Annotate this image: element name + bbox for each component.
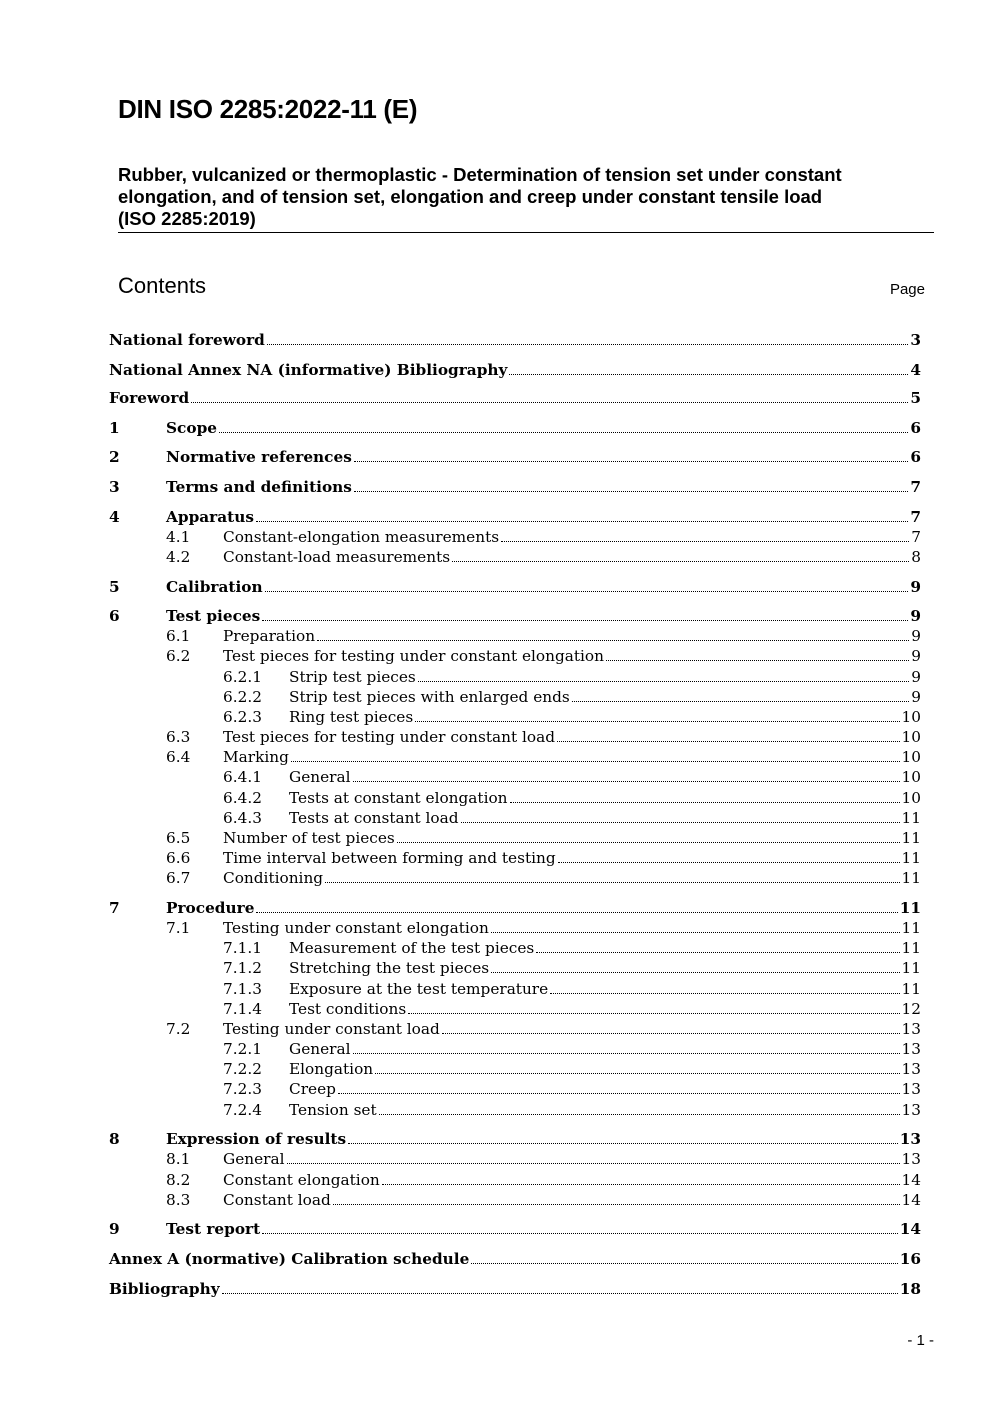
toc-entry-number: 4.1 xyxy=(166,528,191,546)
toc-dot-leader xyxy=(191,402,908,403)
toc-entry-title: General xyxy=(289,768,351,786)
toc-entry-title: Test conditions xyxy=(289,1000,407,1018)
toc-entry[interactable] xyxy=(0,477,992,497)
toc-dot-leader xyxy=(325,882,899,883)
toc-entry-title: General xyxy=(223,1150,285,1168)
toc-dot-leader xyxy=(256,521,908,522)
toc-dot-leader xyxy=(353,1053,900,1054)
toc-entry-page: 6 xyxy=(910,419,921,437)
toc-entry-title: Testing under constant elongation xyxy=(223,919,489,937)
toc-dot-leader xyxy=(267,344,908,345)
toc-entry-number: 7.1.3 xyxy=(223,980,262,998)
toc-entry[interactable] xyxy=(0,507,992,527)
toc-entry-title: Constant-elongation measurements xyxy=(223,528,500,546)
toc-entry-page: 9 xyxy=(911,668,921,686)
toc-entry-title: Test report xyxy=(166,1220,261,1238)
toc-entry[interactable] xyxy=(0,979,992,999)
toc-entry-title: Terms and definitions xyxy=(166,478,352,496)
toc-entry-number: 6.4 xyxy=(166,748,191,766)
toc-entry[interactable] xyxy=(0,1039,992,1059)
toc-entry[interactable] xyxy=(0,938,992,958)
toc-entry-title: Annex A (normative) Calibration schedule xyxy=(109,1250,470,1268)
toc-dot-leader xyxy=(418,681,910,682)
toc-entry-number: 6.3 xyxy=(166,728,191,746)
toc-entry-number: 6.2.3 xyxy=(223,708,262,726)
toc-entry[interactable] xyxy=(0,747,992,767)
toc-entry[interactable] xyxy=(0,388,992,408)
toc-dot-leader xyxy=(415,721,899,722)
toc-entry-title: Test pieces for testing under constant elongation xyxy=(223,647,604,665)
toc-entry-title: Normative references xyxy=(166,448,352,466)
toc-entry-page: 18 xyxy=(899,1280,921,1298)
toc-entry-page: 10 xyxy=(901,768,921,786)
toc-entry-title: Conditioning xyxy=(223,869,324,887)
toc-entry-page: 13 xyxy=(901,1080,921,1098)
toc-entry-number: 6.2.2 xyxy=(223,688,262,706)
toc-dot-leader xyxy=(461,822,900,823)
toc-entry-number: 6.1 xyxy=(166,627,191,645)
toc-entry[interactable] xyxy=(0,687,992,707)
toc-entry[interactable] xyxy=(0,360,992,380)
toc-entry-title: Measurement of the test pieces xyxy=(289,939,535,957)
toc-entry-page: 11 xyxy=(901,939,921,957)
toc-entry-title: Exposure at the test temperature xyxy=(289,980,549,998)
toc-dot-leader xyxy=(501,541,909,542)
toc-entry[interactable] xyxy=(0,918,992,938)
toc-entry[interactable] xyxy=(0,626,992,646)
toc-entry-title: Tests at constant elongation xyxy=(289,789,508,807)
toc-entry-page: 13 xyxy=(899,1130,921,1148)
toc-dot-leader xyxy=(256,912,897,913)
toc-entry-number: 6.5 xyxy=(166,829,191,847)
toc-entry-title: Elongation xyxy=(289,1060,374,1078)
toc-entry-title: Foreword xyxy=(109,389,190,407)
toc-dot-leader xyxy=(348,1143,898,1144)
toc-entry-page: 9 xyxy=(911,647,921,665)
toc-entry-page: 16 xyxy=(899,1250,921,1268)
toc-entry-page: 5 xyxy=(910,389,921,407)
toc-entry[interactable] xyxy=(0,1149,992,1169)
toc-entry-title: National Annex NA (informative) Bibliography xyxy=(109,361,508,379)
toc-entry-title: National foreword xyxy=(109,331,265,349)
toc-entry[interactable] xyxy=(0,999,992,1019)
toc-entry[interactable] xyxy=(0,418,992,438)
page-column-label: Page xyxy=(889,281,925,298)
toc-entry[interactable] xyxy=(0,848,992,868)
toc-entry[interactable] xyxy=(0,330,992,350)
toc-entry[interactable] xyxy=(0,606,992,626)
toc-dot-leader xyxy=(550,993,899,994)
toc-entry-page: 11 xyxy=(899,899,921,917)
toc-entry-title: Stretching the test pieces xyxy=(289,959,490,977)
toc-entry-page: 3 xyxy=(910,331,921,349)
toc-dot-leader xyxy=(536,952,899,953)
toc-dot-leader xyxy=(442,1033,900,1034)
toc-dot-leader xyxy=(317,640,909,641)
toc-dot-leader xyxy=(262,620,908,621)
toc-dot-leader xyxy=(262,1233,898,1234)
toc-entry[interactable] xyxy=(0,767,992,787)
toc-dot-leader xyxy=(557,741,900,742)
toc-entry-page: 7 xyxy=(910,508,921,526)
toc-entry-title: Preparation xyxy=(223,627,316,645)
toc-entry-title: Strip test pieces with enlarged ends xyxy=(289,688,570,706)
toc-dot-leader xyxy=(452,561,909,562)
toc-entry-number: 6.4.2 xyxy=(223,789,262,807)
title-line: elongation, and of tension set, elongation and creep under constant tensile load xyxy=(118,186,823,207)
toc-dot-leader xyxy=(287,1163,900,1164)
toc-entry-number: 8 xyxy=(109,1130,120,1148)
toc-dot-leader xyxy=(397,842,900,843)
toc-entry-number: 4 xyxy=(109,508,120,526)
page-number: - 1 - xyxy=(907,1332,934,1349)
toc-entry-page: 10 xyxy=(901,708,921,726)
toc-entry-page: 13 xyxy=(901,1040,921,1058)
toc-entry-page: 14 xyxy=(901,1191,921,1209)
toc-dot-leader xyxy=(375,1073,899,1074)
toc-entry-number: 3 xyxy=(109,478,120,496)
toc-entry-number: 7.1 xyxy=(166,919,191,937)
toc-entry-page: 10 xyxy=(901,748,921,766)
toc-entry-page: 7 xyxy=(911,528,921,546)
toc-dot-leader xyxy=(471,1263,897,1264)
toc-entry[interactable] xyxy=(0,727,992,747)
toc-dot-leader xyxy=(408,1013,899,1014)
toc-entry[interactable] xyxy=(0,1100,992,1120)
toc-entry[interactable] xyxy=(0,1129,992,1149)
toc-entry[interactable] xyxy=(0,1249,992,1269)
toc-entry-title: Bibliography xyxy=(109,1280,220,1298)
toc-entry-number: 7.1.2 xyxy=(223,959,262,977)
toc-entry[interactable] xyxy=(0,707,992,727)
toc-entry-title: Number of test pieces xyxy=(223,829,395,847)
toc-dot-leader xyxy=(219,432,908,433)
toc-entry-page: 8 xyxy=(911,548,921,566)
toc-entry[interactable] xyxy=(0,577,992,597)
toc-dot-leader xyxy=(379,1114,900,1115)
toc-entry[interactable] xyxy=(0,958,992,978)
toc-entry-title: Marking xyxy=(223,748,289,766)
toc-entry-page: 14 xyxy=(899,1220,921,1238)
toc-dot-leader xyxy=(353,781,900,782)
toc-entry-title: Apparatus xyxy=(166,508,254,526)
toc-entry-number: 7.2.4 xyxy=(223,1101,262,1119)
toc-entry-number: 5 xyxy=(109,578,120,596)
toc-entry-title: Testing under constant load xyxy=(223,1020,440,1038)
toc-entry-number: 6.2.1 xyxy=(223,668,262,686)
toc-entry-title: Strip test pieces xyxy=(289,668,416,686)
toc-entry-number: 7.2.1 xyxy=(223,1040,262,1058)
toc-entry-page: 13 xyxy=(901,1150,921,1168)
toc-dot-leader xyxy=(491,932,900,933)
toc-entry-page: 10 xyxy=(901,789,921,807)
toc-entry-title: Tests at constant load xyxy=(289,809,459,827)
toc-entry-page: 12 xyxy=(901,1000,921,1018)
toc-entry-number: 6.4.3 xyxy=(223,809,262,827)
toc-entry[interactable] xyxy=(0,898,992,918)
toc-entry-number: 1 xyxy=(109,419,120,437)
toc-entry-page: 13 xyxy=(901,1020,921,1038)
toc-entry[interactable] xyxy=(0,1279,992,1299)
toc-dot-leader xyxy=(291,761,900,762)
toc-entry[interactable] xyxy=(0,1219,992,1239)
toc-entry[interactable] xyxy=(0,1019,992,1039)
toc-entry[interactable] xyxy=(0,447,992,467)
toc-dot-leader xyxy=(558,862,900,863)
toc-entry-page: 11 xyxy=(901,829,921,847)
toc-entry-title: Scope xyxy=(166,419,217,437)
toc-entry-number: 6.6 xyxy=(166,849,191,867)
toc-entry-page: 7 xyxy=(910,478,921,496)
toc-entry-title: Expression of results xyxy=(166,1130,347,1148)
toc-entry-page: 9 xyxy=(911,688,921,706)
toc-entry[interactable] xyxy=(0,828,992,848)
toc-dot-leader xyxy=(382,1184,900,1185)
toc-entry-page: 11 xyxy=(901,959,921,977)
toc-entry-number: 7 xyxy=(109,899,120,917)
toc-entry-page: 4 xyxy=(910,361,921,379)
toc-dot-leader xyxy=(572,701,910,702)
toc-dot-leader xyxy=(354,491,908,492)
toc-entry-title: Constant elongation xyxy=(223,1171,380,1189)
toc-entry[interactable] xyxy=(0,667,992,687)
toc-entry-page: 11 xyxy=(901,980,921,998)
toc-entry-title: Test pieces xyxy=(166,607,261,625)
toc-entry-number: 6.2 xyxy=(166,647,191,665)
toc-dot-leader xyxy=(509,374,908,375)
toc-entry-page: 9 xyxy=(910,607,921,625)
toc-entry-page: 6 xyxy=(910,448,921,466)
toc-entry[interactable] xyxy=(0,808,992,828)
toc-entry-title: Constant load xyxy=(223,1191,331,1209)
toc-entry-page: 11 xyxy=(901,869,921,887)
toc-dot-leader xyxy=(606,660,909,661)
toc-entry-page: 10 xyxy=(901,728,921,746)
title-line: (ISO 2285:2019) xyxy=(118,208,256,229)
toc-entry-number: 8.2 xyxy=(166,1171,191,1189)
toc-entry-page: 9 xyxy=(910,578,921,596)
toc-entry-page: 13 xyxy=(901,1060,921,1078)
toc-entry-number: 6 xyxy=(109,607,120,625)
toc-dot-leader xyxy=(491,972,899,973)
toc-entry[interactable] xyxy=(0,1059,992,1079)
toc-dot-leader xyxy=(510,802,900,803)
toc-entry-title: Test pieces for testing under constant load xyxy=(223,728,555,746)
toc-entry[interactable] xyxy=(0,547,992,567)
toc-entry-number: 7.2 xyxy=(166,1020,191,1038)
toc-entry-page: 13 xyxy=(901,1101,921,1119)
toc-entry-number: 6.4.1 xyxy=(223,768,262,786)
toc-entry-number: 6.7 xyxy=(166,869,191,887)
toc-entry[interactable] xyxy=(0,1079,992,1099)
toc-entry-number: 7.1.1 xyxy=(223,939,262,957)
toc-entry-title: Calibration xyxy=(166,578,263,596)
toc-entry-title: Procedure xyxy=(166,899,255,917)
toc-entry[interactable] xyxy=(0,646,992,666)
toc-entry[interactable] xyxy=(0,788,992,808)
toc-dot-leader xyxy=(222,1293,898,1294)
contents-heading: Contents xyxy=(118,273,207,298)
toc-entry-number: 9 xyxy=(109,1220,120,1238)
toc-entry-number: 2 xyxy=(109,448,120,466)
toc-dot-leader xyxy=(338,1093,900,1094)
toc-entry-page: 9 xyxy=(911,627,921,645)
title-line: Rubber, vulcanized or thermoplastic - Determination of tension set under constant xyxy=(118,164,842,185)
toc-entry-title: General xyxy=(289,1040,351,1058)
toc-dot-leader xyxy=(265,591,909,592)
toc-entry-title: Time interval between forming and testing xyxy=(223,849,556,867)
toc-entry-page: 11 xyxy=(901,919,921,937)
toc-dot-leader xyxy=(354,461,909,462)
toc-entry-number: 7.1.4 xyxy=(223,1000,262,1018)
toc-entry-page: 11 xyxy=(901,849,921,867)
toc-entry-number: 8.3 xyxy=(166,1191,191,1209)
toc-entry-number: 7.2.2 xyxy=(223,1060,262,1078)
toc-entry[interactable] xyxy=(0,527,992,547)
document-id: DIN ISO 2285:2022-11 (E) xyxy=(118,94,418,124)
toc-entry-number: 7.2.3 xyxy=(223,1080,262,1098)
toc-entry[interactable] xyxy=(0,1190,992,1210)
toc-dot-leader xyxy=(333,1204,900,1205)
toc-entry[interactable] xyxy=(0,1170,992,1190)
toc-entry-title: Creep xyxy=(289,1080,336,1098)
toc-entry[interactable] xyxy=(0,868,992,888)
toc-entry-title: Tension set xyxy=(289,1101,377,1119)
toc-entry-page: 11 xyxy=(901,809,921,827)
toc-entry-page: 14 xyxy=(901,1171,921,1189)
toc-entry-title: Ring test pieces xyxy=(289,708,414,726)
toc-entry-number: 8.1 xyxy=(166,1150,191,1168)
toc-entry-title: Constant-load measurements xyxy=(223,548,451,566)
toc-entry-number: 4.2 xyxy=(166,548,191,566)
